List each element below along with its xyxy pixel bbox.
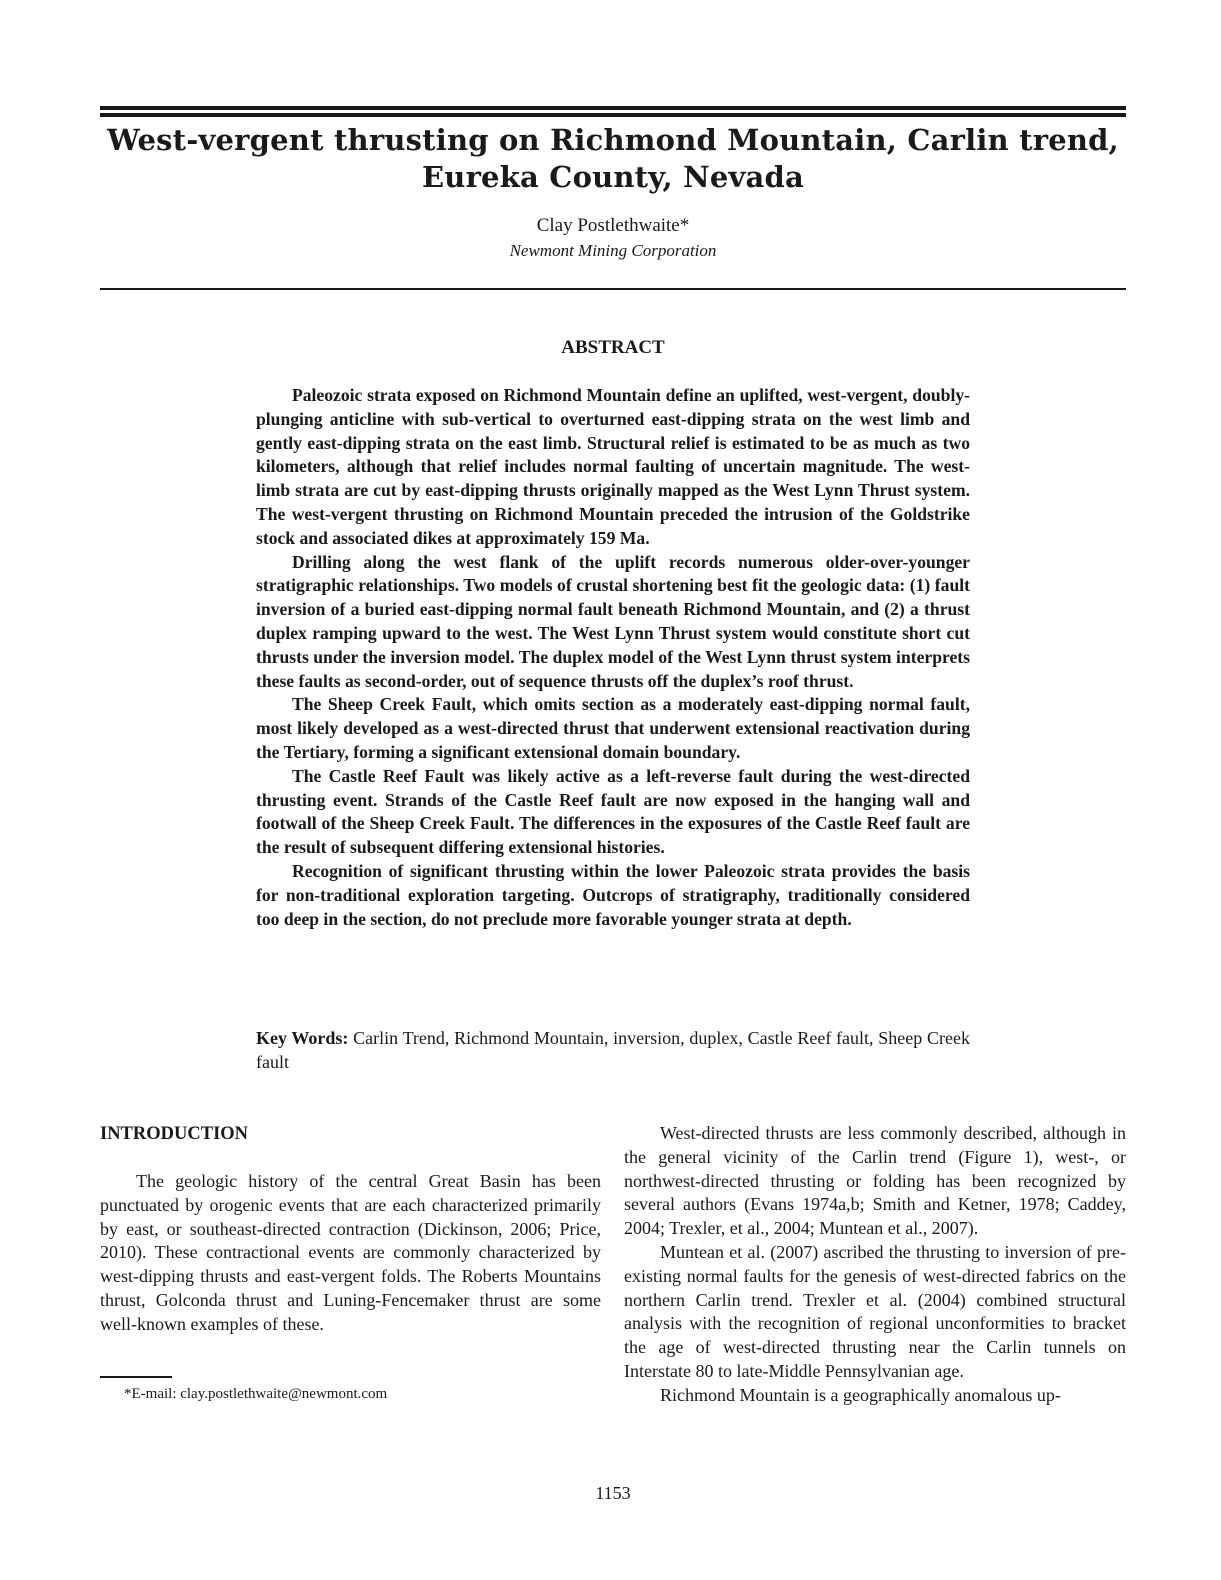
abstract-heading: ABSTRACT [561,337,665,358]
body-paragraph: Richmond Mountain is a geographically anomalous up- [660,1384,1061,1405]
abstract-body [256,384,970,931]
paper-title [100,122,1126,196]
body-paragraph: The geologic history of the central Great Basin has been punctuated by orogenic events that are each characterized primarily by east, or southeast-directed contraction (Dickinson, 2006; Price, 2010). These contractional events are commonly characterized by west-dipping thrusts and east-vergent folds. The Roberts Mountains thrust, Golconda thrust and Luning-Fencemaker thrust are some well-known examples of these. [100,1171,601,1334]
author-affiliation: Newmont Mining Corporation [509,241,717,260]
page-number: 1153 [595,1483,631,1503]
top-double-rule-lower [100,113,1126,117]
abstract-paragraph: Paleozoic strata exposed on Richmond Mountain define an uplifted, west-vergent, doubly-plunging anticline with sub-vertical to overturned east-dipping strata on the west limb and gently east-dipping strata on the east limb. Structural relief is estimated to be as much as two kilometers, although that relief includes normal faulting of uncertain magnitude. The west-limb strata are cut by east-dipping thrusts originally mapped as the West Lynn Thrust system. The west-vergent thrusting on Richmond Mountain preceded the intrusion of the Goldstrike stock and associated dikes at approximately 159 Ma. [256,385,970,548]
footnote-email: *E-mail: clay.postlethwaite@newmont.com [124,1386,388,1402]
title-line-1: West-vergent thrusting on Richmond Mountain, Carlin trend, [107,123,1119,157]
keywords [256,1026,970,1074]
left-column [100,1122,601,1337]
abstract-paragraph: The Sheep Creek Fault, which omits section as a moderately east-dipping normal fault, most likely developed as a west-directed thrust that underwent extensional reactivation during the Tertiary, forming a significant extensional domain boundary. [256,694,970,762]
abstract-paragraph: The Castle Reef Fault was likely active as a left-reverse fault during the west-directed thrusting event. Strands of the Castle Reef fault are now exposed in the hanging wall and footwall of the Sheep Creek Fault. The differences in the exposures of the Castle Reef fault are the result of subsequent differing extensional histories. [256,765,970,858]
right-column [624,1122,1126,1408]
abstract-paragraph: Drilling along the west flank of the uplift records numerous older-over-younger stratigraphic relationships. Two models of crustal shortening best fit the geologic data: (1) fault inversion of a buried east-dipping normal fault beneath Richmond Mountain, and (2) a thrust duplex ramping upward to the west. The West Lynn Thrust system would constitute short cut thrusts under the inversion model. The duplex model of the West Lynn thrust system interprets these faults as second-order, out of sequence thrusts off the duplex’s roof thrust. [256,551,970,691]
top-double-rule-upper [100,106,1126,110]
author-name: Clay Postlethwaite* [536,215,690,236]
keywords-text: Carlin Trend, Richmond Mountain, inversion, duplex, Castle Reef fault, Sheep Creek fault [256,1028,970,1072]
abstract-paragraph: Recognition of significant thrusting within the lower Paleozoic strata provides the basis for non-traditional exploration targeting. Outcrops of stratigraphy, traditionally considered too deep in the section, do not preclude more favorable younger strata at depth. [256,860,970,929]
body-paragraph: Muntean et al. (2007) ascribed the thrusting to inversion of pre-existing normal faults for the genesis of west-directed fabrics on the northern Carlin trend. Trexler et al. (2004) combined structural analysis with the recognition of regional unconformities to bracket the age of west-directed thrusting near the Carlin tunnels on Interstate 80 to late-Middle Pennsylvanian age. [624,1241,1126,1381]
introduction-heading: INTRODUCTION [100,1124,249,1144]
footnote-rule [100,1376,172,1378]
title-line-2: Eureka County, Nevada [421,160,805,194]
header-divider [100,288,1126,290]
body-paragraph: West-directed thrusts are less commonly described, although in the general vicinity of the Carlin trend (Figure 1), west-, or northwest-directed thrusting or folding has been recognized by several authors (Evans 1974a,b; Smith and Ketner, 1978; Caddey, 2004; Trexler, et al., 2004; Muntean et al., 2007). [624,1123,1126,1239]
keywords-label: Key Words: [256,1028,349,1048]
